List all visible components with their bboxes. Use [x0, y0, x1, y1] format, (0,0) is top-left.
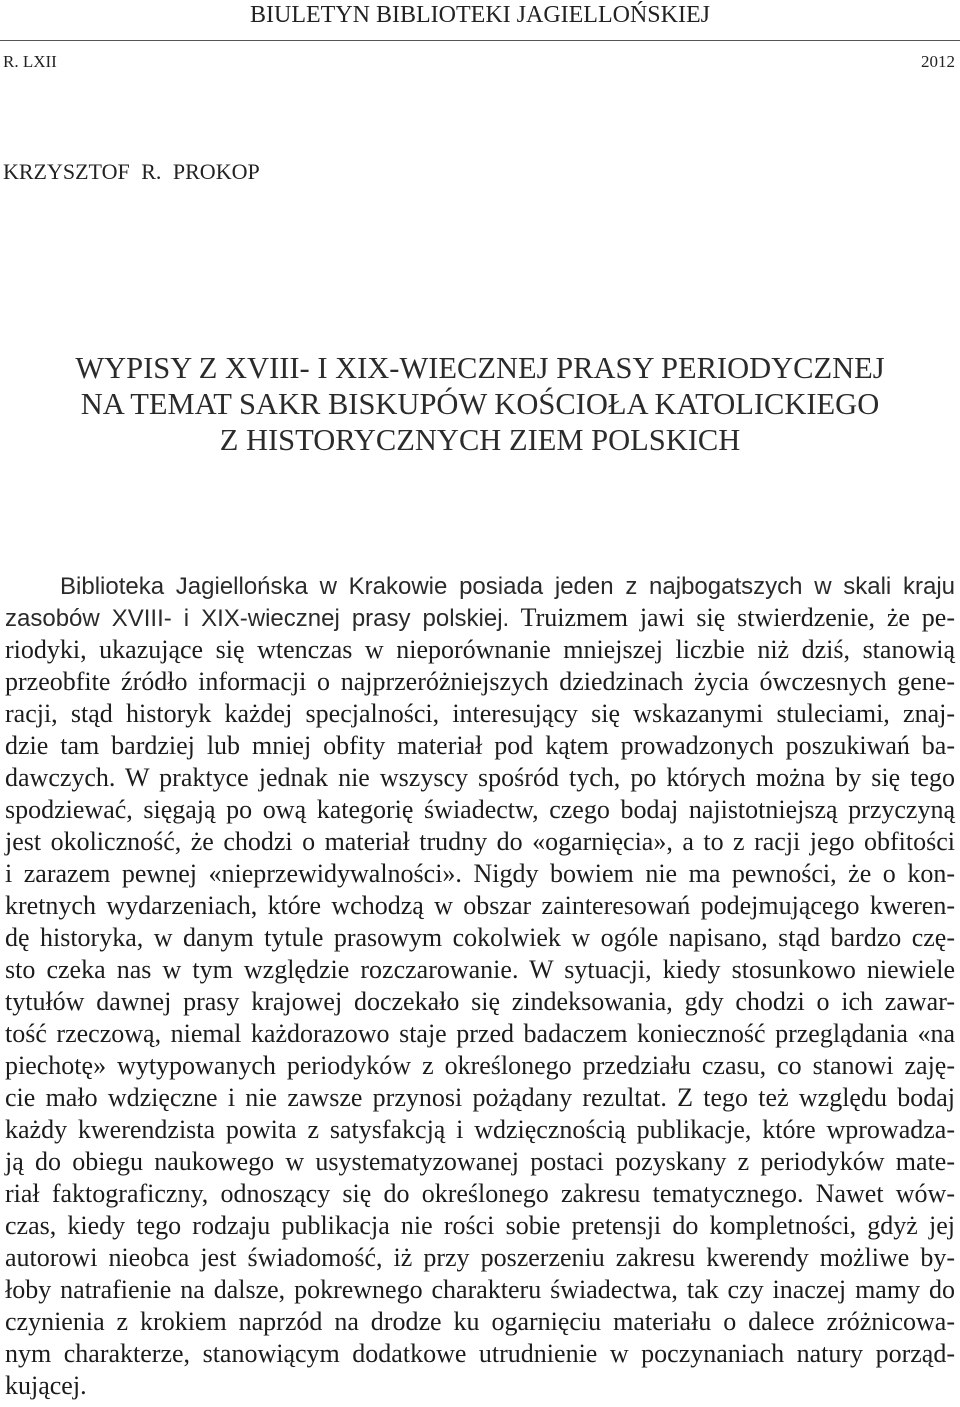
body-text-line: nym charakterze, stanowiącym dodatkowe utrudnienie w poczynaniach natury porząd- — [5, 1339, 955, 1368]
body-text-line: piechotę» wytypowanych periodyków z określonego przedziału czasu, co stanowi zaję- — [5, 1051, 955, 1080]
body-text-line: kującej. — [5, 1371, 87, 1400]
body-text-line: sto czeka nas w tym względzie rozczarowanie. W sytuacji, kiedy stosunkowo niewiele — [5, 955, 955, 984]
journal-title: BIULETYN BIBLIOTEKI JAGIELLOŃSKIEJ — [250, 2, 710, 28]
article-title-line-3: Z HISTORYCZNYCH ZIEM POLSKICH — [219, 423, 741, 457]
body-text-line: spodziewać, sięgają po ową kategorię świadectw, czego bodaj najistotniejszą przyczyną — [5, 795, 955, 824]
body-text-line: ją do obiegu naukowego w usystematyzowanej postaci pozyskany z periodyków mate- — [5, 1147, 955, 1176]
body-text-line — [5, 602, 955, 634]
lead-text: zasobów XVIII- i XIX-wiecznej prasy polskiej. — [5, 605, 510, 632]
body-text: Truizmem jawi się stwierdzenie, że pe- — [520, 603, 956, 632]
body-text-line: tytułów dawnej prasy krajowej doczekało się zindeksowania, gdy chodzi o ich zawar- — [5, 987, 955, 1016]
body-text-line: riodyki, ukazujące się wtenczas w nieporównanie mniejszej liczbie niż dziś, stanowią — [5, 635, 955, 664]
body-text-line: i zarazem pewnej «nieprzewidywalności». Nigdy bowiem nie ma pewności, że o kon- — [5, 859, 955, 888]
body-text-line: łoby natrafienie na dalsze, pokrewnego charakteru świadectwa, tak czy inaczej mamy do — [5, 1275, 955, 1304]
body-text-line: przeobfite źródło informacji o najprzeróżniejszych dziedzinach życia ówczesnych gene- — [5, 667, 955, 696]
body-text-line: dę historyka, w danym tytule prasowym cokolwiek w ogóle napisano, stąd bardzo czę- — [5, 923, 955, 952]
lead-text: Biblioteka Jagiellońska w Krakowie posiada jeden z najbogatszych w skali kraju — [60, 573, 955, 600]
article-title-line-2: NA TEMAT SAKR BISKUPÓW KOŚCIOŁA KATOLICKIEGO — [80, 387, 880, 421]
body-text-line: tość rzeczową, niemal każdorazowo staje przed badaczem konieczność przeglądania «na — [5, 1019, 955, 1048]
journal-year: 2012 — [921, 52, 955, 71]
body-text-line: riał faktograficzny, odnoszący się do określonego zakresu tematycznego. Nawet wów- — [5, 1179, 955, 1208]
body-text-line: dawczych. W praktyce jednak nie wszyscy spośród tych, po których można by się tego — [5, 763, 955, 792]
body-text-line: jest okoliczność, że chodzi o materiał trudny do «ogarnięcia», a to z racji jego obfitości — [5, 827, 955, 856]
body-text-line: czynienia z krokiem naprzód na drodze ku ogarnięciu materiału o dalece zróżnicowa- — [5, 1307, 955, 1336]
journal-volume: R. LXII — [3, 52, 57, 71]
header-rule — [0, 40, 960, 41]
body-text-line: cie mało wdzięczne i nie zawsze przynosi pożądany rezultat. Z tego też względu bodaj — [5, 1083, 955, 1112]
body-text-line: racji, stąd historyk każdej specjalności, interesujący się wskazanymi stuleciami, znaj- — [5, 699, 955, 728]
body-text-line: każdy kwerendzista powita z satysfakcją i wdzięcznością publikacje, które wprowadza- — [5, 1115, 955, 1144]
body-text-line: kretnych wydarzeniach, które wchodzą w obszar zainteresowań podejmującego kweren- — [5, 891, 955, 920]
body-text-line: autorowi nieobca jest świadomość, iż przy poszerzeniu zakresu kwerendy możliwe by- — [5, 1243, 955, 1272]
body-text-line: czas, kiedy tego rodzaju publikacja nie rości sobie pretensji do kompletności, gdyż jej — [5, 1211, 955, 1240]
body-text-line — [60, 570, 955, 602]
article-title-line-1: WYPISY Z XVIII- I XIX-WIECZNEJ PRASY PERIODYCZNEJ — [75, 351, 885, 385]
body-text-line: dzie tam bardziej lub mniej obfity materiał pod kątem prowadzonych poszukiwań ba- — [5, 731, 955, 760]
article-author: KRZYSZTOF R. PROKOP — [3, 159, 260, 184]
